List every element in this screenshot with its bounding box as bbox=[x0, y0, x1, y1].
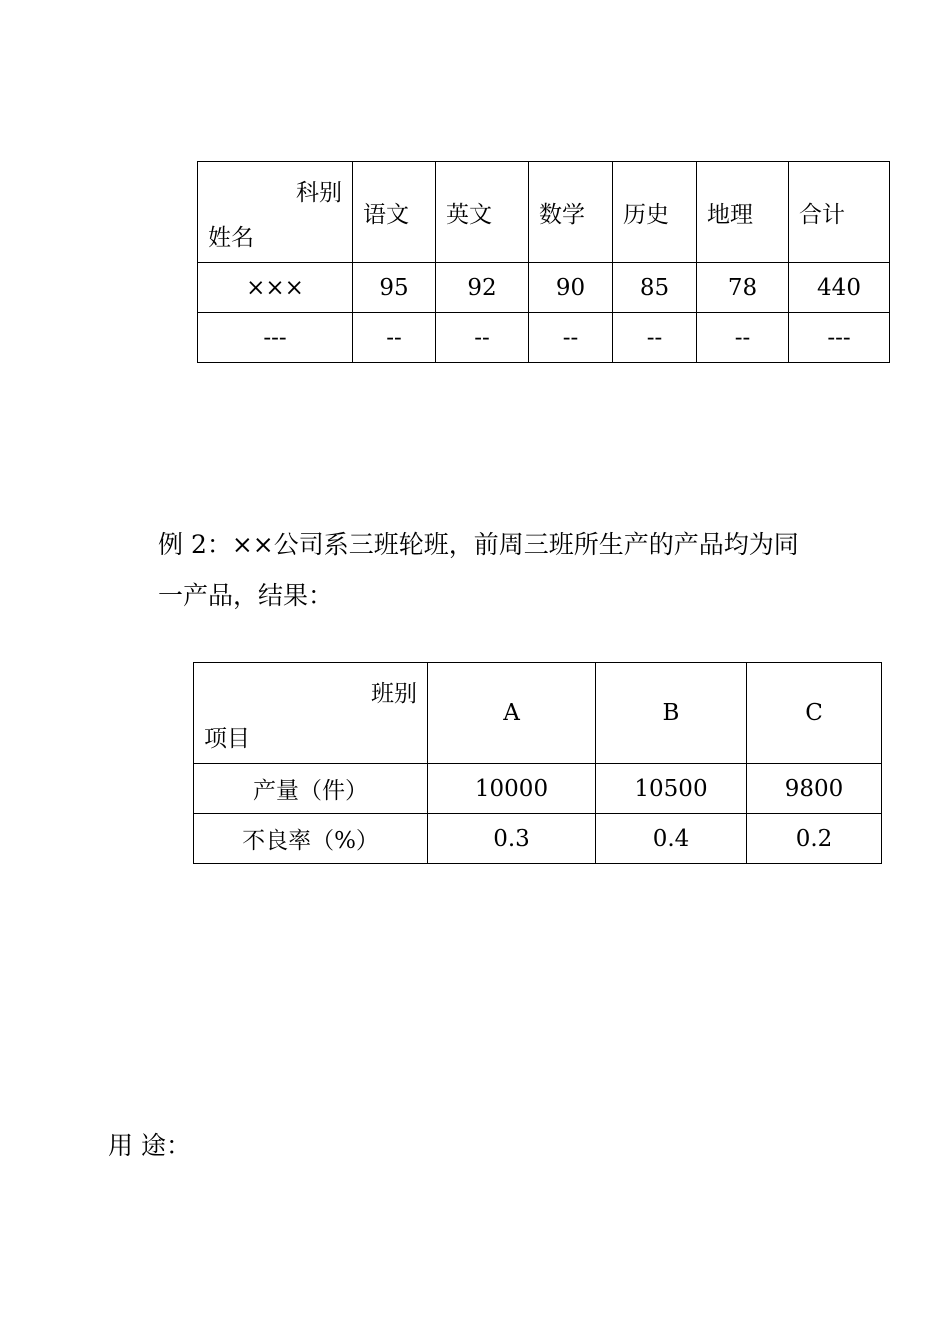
table-cell: 0.4 bbox=[596, 814, 747, 864]
table-cell: 10000 bbox=[428, 764, 596, 814]
table-cell: 95 bbox=[353, 263, 436, 313]
table-cell: 85 bbox=[613, 263, 697, 313]
table-cell: -- bbox=[613, 313, 697, 363]
table-cell: 10500 bbox=[596, 764, 747, 814]
table-cell: 不良率（%） bbox=[194, 814, 428, 864]
corner-label-item: 项目 bbox=[204, 726, 250, 752]
production-table bbox=[193, 662, 882, 864]
production-table-header-row bbox=[194, 663, 882, 764]
table-row bbox=[194, 814, 882, 864]
table-row bbox=[198, 263, 890, 313]
usage-label: 用 途： bbox=[108, 1131, 191, 1160]
header-cell: 合计 bbox=[789, 162, 890, 263]
table-cell: --- bbox=[198, 313, 353, 363]
table-row bbox=[198, 313, 890, 363]
header-cell: 地理 bbox=[697, 162, 789, 263]
header-cell: C bbox=[747, 663, 882, 764]
table-cell: -- bbox=[529, 313, 613, 363]
score-table bbox=[197, 161, 890, 363]
example2-line1: 例 2：××公司系三班轮班，前周三班所生产的产品均为同 bbox=[158, 530, 799, 559]
corner-label-shift: 班别 bbox=[371, 681, 417, 707]
score-table-header-row bbox=[198, 162, 890, 263]
table-cell: --- bbox=[789, 313, 890, 363]
table-cell: 90 bbox=[529, 263, 613, 313]
corner-label-name: 姓名 bbox=[208, 225, 254, 251]
header-cell: 数学 bbox=[529, 162, 613, 263]
table-row bbox=[194, 764, 882, 814]
header-cell: 历史 bbox=[613, 162, 697, 263]
production-table-corner-cell bbox=[194, 663, 428, 764]
table-cell: -- bbox=[353, 313, 436, 363]
header-cell: 语文 bbox=[353, 162, 436, 263]
header-cell: 英文 bbox=[436, 162, 529, 263]
table-cell: 产量（件） bbox=[194, 764, 428, 814]
table-cell: 440 bbox=[789, 263, 890, 313]
table-cell: 9800 bbox=[747, 764, 882, 814]
score-table-corner-cell bbox=[198, 162, 353, 263]
example2-line2: 一产品，结果： bbox=[158, 581, 334, 610]
table-cell: -- bbox=[436, 313, 529, 363]
header-cell: B bbox=[596, 663, 747, 764]
corner-label-subject: 科别 bbox=[296, 180, 342, 206]
table-cell: 78 bbox=[697, 263, 789, 313]
table-cell: 0.3 bbox=[428, 814, 596, 864]
table-cell: 0.2 bbox=[747, 814, 882, 864]
table-cell: -- bbox=[697, 313, 789, 363]
table-cell: 92 bbox=[436, 263, 529, 313]
table-cell: ××× bbox=[198, 263, 353, 313]
header-cell: A bbox=[428, 663, 596, 764]
